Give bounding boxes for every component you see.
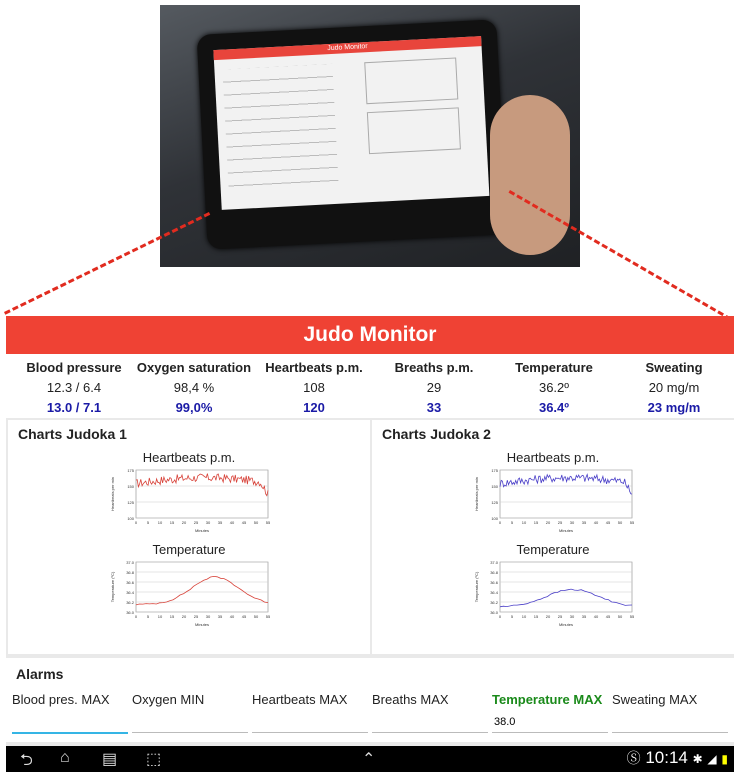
y-axis-label: Heartbeats per min xyxy=(110,476,115,512)
param-label: Sweating xyxy=(645,360,703,375)
param-value: 36.2º xyxy=(538,380,570,395)
x-tick-label: 15 xyxy=(533,614,539,619)
temperature-chart xyxy=(472,558,634,628)
x-axis-label: Minutes xyxy=(194,622,210,627)
x-tick-label: 15 xyxy=(169,614,175,619)
charts-panel-judoka-2 xyxy=(372,420,734,654)
photo-app-title: Judo Monitor xyxy=(213,36,481,60)
y-tick-label: 150 xyxy=(491,484,498,489)
alarm-breaths xyxy=(372,692,490,733)
x-tick-label: 0 xyxy=(134,614,138,619)
x-axis-label: Minutes xyxy=(558,528,574,533)
param-label: Temperature xyxy=(515,360,593,375)
panel-title: Charts Judoka 2 xyxy=(382,426,491,442)
x-tick-label: 40 xyxy=(229,520,235,525)
param-max: 23 mg/m xyxy=(647,400,701,415)
x-tick-label: 30 xyxy=(569,520,575,525)
y-tick-label: 37.0 xyxy=(490,560,498,565)
heartbeats-chart xyxy=(472,466,634,534)
android-nav-bar xyxy=(6,746,734,772)
alarm-oxygen-input[interactable] xyxy=(132,712,248,733)
app-title: Judo Monitor xyxy=(6,316,734,354)
param-heartbeats xyxy=(254,360,374,420)
param-oxygen xyxy=(134,360,254,420)
x-tick-label: 30 xyxy=(205,614,211,619)
param-max: 99,0% xyxy=(175,400,213,415)
x-tick-label: 5 xyxy=(510,614,514,619)
x-tick-label: 45 xyxy=(605,614,611,619)
x-tick-label: 20 xyxy=(181,614,187,619)
home-icon[interactable]: ⌂ xyxy=(60,749,70,766)
x-tick-label: 30 xyxy=(569,614,575,619)
x-axis-label: Minutes xyxy=(558,622,574,627)
x-tick-label: 5 xyxy=(146,520,150,525)
y-tick-label: 36.4 xyxy=(126,590,134,595)
x-tick-label: 50 xyxy=(253,614,259,619)
screenshot-icon[interactable]: ⬚ xyxy=(146,751,162,768)
y-tick-label: 36.8 xyxy=(126,570,134,575)
x-tick-label: 35 xyxy=(581,614,587,619)
x-tick-label: 45 xyxy=(241,614,247,619)
alarm-label: Breaths MAX xyxy=(372,692,449,707)
x-tick-label: 40 xyxy=(593,520,599,525)
alarm-breaths-input[interactable] xyxy=(372,712,488,733)
x-tick-label: 50 xyxy=(617,614,623,619)
x-tick-label: 45 xyxy=(605,520,611,525)
chevron-up-icon[interactable]: ⌃ xyxy=(362,751,376,768)
recent-apps-icon[interactable]: ▤ xyxy=(102,751,118,768)
param-label: Oxygen saturation xyxy=(136,360,252,375)
x-tick-label: 0 xyxy=(134,520,138,525)
y-tick-label: 100 xyxy=(491,516,498,521)
param-label: Blood pressure xyxy=(26,360,122,375)
x-tick-label: 15 xyxy=(533,520,539,525)
x-tick-label: 45 xyxy=(241,520,247,525)
x-tick-label: 5 xyxy=(510,520,514,525)
param-max: 120 xyxy=(303,400,325,415)
chart-title: Temperature xyxy=(516,542,590,557)
plot-area xyxy=(500,470,632,518)
y-tick-label: 36.0 xyxy=(490,610,498,615)
x-tick-label: 0 xyxy=(498,520,502,525)
y-tick-label: 37.0 xyxy=(126,560,134,565)
param-temperature xyxy=(494,360,614,420)
tablet-device xyxy=(197,19,508,249)
param-value: 20 mg/m xyxy=(648,380,700,395)
plot-area xyxy=(136,562,268,612)
x-tick-label: 20 xyxy=(545,520,551,525)
x-tick-label: 10 xyxy=(521,520,527,525)
x-tick-label: 0 xyxy=(498,614,502,619)
param-value: 29 xyxy=(426,380,442,395)
chart-title: Temperature xyxy=(152,542,226,557)
x-tick-label: 20 xyxy=(181,520,187,525)
x-tick-label: 25 xyxy=(557,614,563,619)
bluetooth-icon: ✱ xyxy=(692,752,703,766)
x-axis-label: Minutes xyxy=(194,528,210,533)
x-tick-label: 20 xyxy=(545,614,551,619)
x-tick-label: 25 xyxy=(193,614,199,619)
x-tick-label: 25 xyxy=(193,520,199,525)
param-label: Breaths p.m. xyxy=(394,360,474,375)
x-tick-label: 55 xyxy=(629,614,634,619)
panel-title: Charts Judoka 1 xyxy=(18,426,127,442)
y-tick-label: 175 xyxy=(491,468,498,473)
alarm-heartbeats-input[interactable] xyxy=(252,712,368,733)
x-tick-label: 50 xyxy=(617,520,623,525)
x-tick-label: 10 xyxy=(157,614,163,619)
x-tick-label: 30 xyxy=(205,520,211,525)
param-max: 33 xyxy=(426,400,442,415)
alarms-title: Alarms xyxy=(16,666,64,682)
sync-icon: Ⓢ xyxy=(626,750,641,766)
param-sweating xyxy=(614,360,734,420)
alarm-label: Sweating MAX xyxy=(612,692,698,707)
x-tick-label: 35 xyxy=(217,614,223,619)
x-tick-label: 55 xyxy=(265,614,270,619)
x-tick-label: 25 xyxy=(557,520,563,525)
judo-monitor-app xyxy=(6,316,734,746)
clock: 10:14 xyxy=(645,748,688,767)
alarm-temperature xyxy=(492,692,610,733)
x-tick-label: 5 xyxy=(146,614,150,619)
temperature-chart xyxy=(108,558,270,628)
y-tick-label: 36.0 xyxy=(126,610,134,615)
y-tick-label: 125 xyxy=(491,500,498,505)
y-tick-label: 36.2 xyxy=(126,600,134,605)
x-tick-label: 15 xyxy=(169,520,175,525)
alarm-label: Oxygen MIN xyxy=(132,692,205,707)
x-tick-label: 40 xyxy=(229,614,235,619)
y-axis-label: Temperature (ºC) xyxy=(474,571,479,603)
x-tick-label: 55 xyxy=(629,520,634,525)
alarm-sweating xyxy=(612,692,730,733)
chart-title: Heartbeats p.m. xyxy=(142,450,236,465)
y-tick-label: 36.6 xyxy=(126,580,134,585)
heartbeats-chart xyxy=(108,466,270,534)
param-breaths xyxy=(374,360,494,420)
y-tick-label: 100 xyxy=(127,516,134,521)
signal-icon: ◢ xyxy=(707,752,717,766)
alarm-label: Temperature MAX xyxy=(492,692,603,707)
y-axis-label: Heartbeats per min xyxy=(474,476,479,512)
alarm-oxygen xyxy=(132,692,250,733)
x-tick-label: 40 xyxy=(593,614,599,619)
y-tick-label: 150 xyxy=(127,484,134,489)
param-blood-pressure xyxy=(14,360,134,420)
param-max: 13.0 / 7.1 xyxy=(46,400,102,415)
x-tick-label: 50 xyxy=(253,520,259,525)
y-tick-label: 36.4 xyxy=(490,590,498,595)
x-tick-label: 10 xyxy=(521,614,527,619)
alarm-temperature-input[interactable] xyxy=(492,712,608,733)
status-area xyxy=(627,748,728,768)
alarm-blood-pressure xyxy=(12,692,130,734)
x-tick-label: 10 xyxy=(157,520,163,525)
param-value: 98,4 % xyxy=(173,380,215,395)
y-tick-label: 125 xyxy=(127,500,134,505)
y-tick-label: 36.2 xyxy=(490,600,498,605)
x-tick-label: 35 xyxy=(581,520,587,525)
alarm-label: Heartbeats MAX xyxy=(252,692,348,707)
x-tick-label: 35 xyxy=(217,520,223,525)
charts-panel-judoka-1 xyxy=(8,420,370,654)
param-value: 108 xyxy=(303,380,325,395)
parameters-panel xyxy=(6,354,734,418)
alarm-sweating-input[interactable] xyxy=(612,712,728,733)
alarm-blood-pressure-input[interactable] xyxy=(12,712,128,734)
alarms-panel xyxy=(6,658,734,742)
param-label: Heartbeats p.m. xyxy=(265,360,363,375)
back-icon[interactable]: ⮌ xyxy=(20,752,33,769)
y-tick-label: 175 xyxy=(127,468,134,473)
chart-title: Heartbeats p.m. xyxy=(506,450,600,465)
y-tick-label: 36.6 xyxy=(490,580,498,585)
param-max: 36.4º xyxy=(538,400,570,415)
alarm-label: Blood pres. MAX xyxy=(12,692,110,707)
y-axis-label: Temperature (ºC) xyxy=(110,571,115,603)
tablet-photo xyxy=(160,5,580,267)
x-tick-label: 55 xyxy=(265,520,270,525)
param-value: 12.3 / 6.4 xyxy=(46,380,102,395)
y-tick-label: 36.8 xyxy=(490,570,498,575)
battery-icon: ▮ xyxy=(721,752,728,766)
alarm-heartbeats xyxy=(252,692,370,733)
